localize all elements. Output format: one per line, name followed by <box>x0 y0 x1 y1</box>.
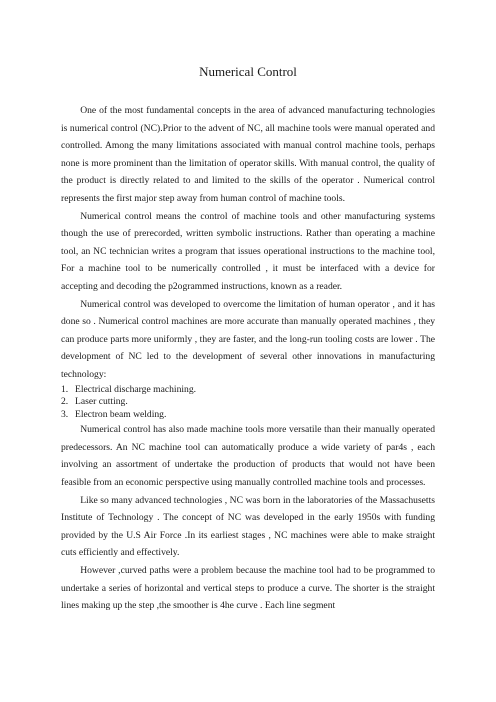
paragraph: However ,curved paths were a problem because the machine tool had to be programmed to undertake a series of horizontal and vertical steps to produce a curve. The shorter is the straight lines making up the step ,the smoother is 4he curve . Each line segment <box>61 565 435 612</box>
list-item-text: Laser cutting. <box>75 396 128 408</box>
paragraph: Like so many advanced technologies , NC was born in the laboratories of the Massachusetts Institute of Technology . The concept of NC was developed in the early 1950s with funding provided by the U.S Air Force .In its earliest stages , NC machines were able to make straight cuts efficiently and effectively. <box>61 494 435 559</box>
document-title: Numerical Control <box>199 64 297 79</box>
list-item <box>61 409 435 422</box>
document-body <box>61 102 435 615</box>
list-item-number: 3. <box>61 408 69 420</box>
paragraph: Numerical control was developed to overcome the limitation of human operator , and it has done so . Numerical control machines are more accurate than manually operated machines , they can produce parts more uniformly , they are faster, and the long-run tooling costs are lower . The development of NC led to the development of several other innovations in manufacturing technology: <box>61 298 435 380</box>
list-item-text: Electrical discharge machining. <box>75 383 197 395</box>
list-item <box>61 396 435 409</box>
list-item-number: 2. <box>61 396 69 408</box>
innovations-list <box>61 384 435 422</box>
list-item-text: Electron beam welding. <box>75 408 167 420</box>
paragraph: Numerical control means the control of machine tools and other manufacturing systems though the use of prerecorded, written symbolic instructions. Rather than operating a machine tool, an NC technician writes a program that issues operational instructions to the machine tool, For a machine tool to be numerically controlled , it must be interfaced with a device for accepting and decoding the p2ogrammed instructions, known as a reader. <box>61 210 435 292</box>
paragraph: Numerical control has also made machine tools more versatile than their manually operated predecessors. An NC machine tool can automatically produce a wide variety of par4s , each involving an assortment of undertake the production of products that would not have been feasible from an economic perspective using manually controlled machine tools and processes. <box>61 424 435 489</box>
list-item-number: 1. <box>61 383 69 395</box>
paragraph: One of the most fundamental concepts in the area of advanced manufacturing technologies is numerical control (NC).Prior to the advent of NC, all machine tools were manual operated and controlled. Among the many limitations associated with manual control machine tools, perhaps none is more prominent than the limitation of operator skills. With manual control, the quality of the product is directly related to and limited to the skills of the operator . Numerical control represents the first major step away from human control of machine tools. <box>61 105 435 204</box>
list-item <box>61 384 435 397</box>
